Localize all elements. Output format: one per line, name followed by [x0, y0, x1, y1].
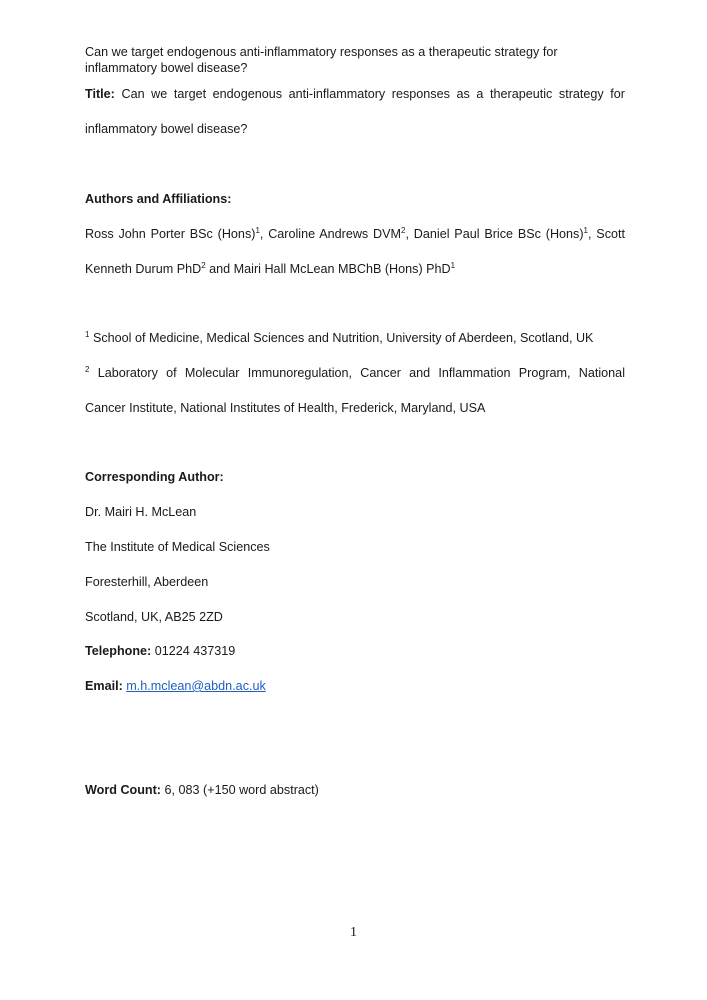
- authors-heading: Authors and Affiliations:: [85, 192, 232, 206]
- affiliation-2-sup: 2: [85, 364, 90, 374]
- title-line-1: [85, 86, 625, 102]
- telephone-label: Telephone:: [85, 644, 152, 658]
- title-text-line-1: Can we target endogenous anti-inflammatory responses as a therapeutic strategy for: [121, 87, 626, 101]
- email-label: Email:: [85, 679, 123, 693]
- telephone-line: [85, 643, 625, 659]
- author-andrews-sup: 2: [401, 225, 406, 235]
- affiliation-2-line-1: [85, 365, 625, 381]
- authors-line-2: [85, 261, 625, 277]
- author-durum-sup: 2: [201, 260, 206, 270]
- author-brice: , Daniel Paul Brice BSc (Hons): [405, 227, 584, 241]
- author-durum-first: , Scott: [588, 227, 626, 241]
- word-count-value: 6, 083 (+150 word abstract): [164, 783, 319, 797]
- author-mclean: and Mairi Hall McLean MBChB (Hons) PhD: [205, 262, 451, 276]
- author-porter-sup: 1: [255, 225, 260, 235]
- author-andrews: , Caroline Andrews DVM: [259, 227, 402, 241]
- email-link[interactable]: m.h.mclean@abdn.ac.uk: [126, 679, 266, 693]
- affiliation-1-text: School of Medicine, Medical Sciences and Nutrition, University of Aberdeen, Scotland, UK: [89, 331, 594, 345]
- title-label: Title:: [85, 87, 115, 101]
- author-brice-sup: 1: [583, 225, 588, 235]
- running-head: Can we target endogenous anti-inflammatory responses as a therapeutic strategy for inflammatory bowel disease?: [85, 45, 558, 75]
- page-number: 1: [350, 925, 357, 940]
- word-count-line: [85, 782, 625, 798]
- title-line-2: inflammatory bowel disease?: [85, 122, 248, 136]
- telephone-number: 01224 437319: [154, 644, 236, 658]
- affiliation-1: [85, 330, 625, 346]
- corresponding-heading: Corresponding Author:: [85, 470, 224, 484]
- corresponding-address-1: Foresterhill, Aberdeen: [85, 575, 209, 589]
- author-durum-rest: Kenneth Durum PhD: [85, 262, 202, 276]
- email-line: [85, 678, 625, 694]
- author-porter: Ross John Porter BSc (Hons): [85, 227, 256, 241]
- corresponding-address-2: Scotland, UK, AB25 2ZD: [85, 610, 223, 624]
- affiliation-1-sup: 1: [85, 329, 90, 339]
- corresponding-institute: The Institute of Medical Sciences: [85, 540, 270, 554]
- corresponding-name: Dr. Mairi H. McLean: [85, 505, 197, 519]
- affiliation-2-line-2: Cancer Institute, National Institutes of Health, Frederick, Maryland, USA: [85, 401, 486, 415]
- author-mclean-sup: 1: [450, 260, 456, 270]
- affiliation-2-text-line-1: Laboratory of Molecular Immunoregulation, Cancer and Inflammation Program, National: [89, 366, 625, 380]
- word-count-label: Word Count:: [85, 783, 162, 797]
- authors-line-1: [85, 226, 625, 242]
